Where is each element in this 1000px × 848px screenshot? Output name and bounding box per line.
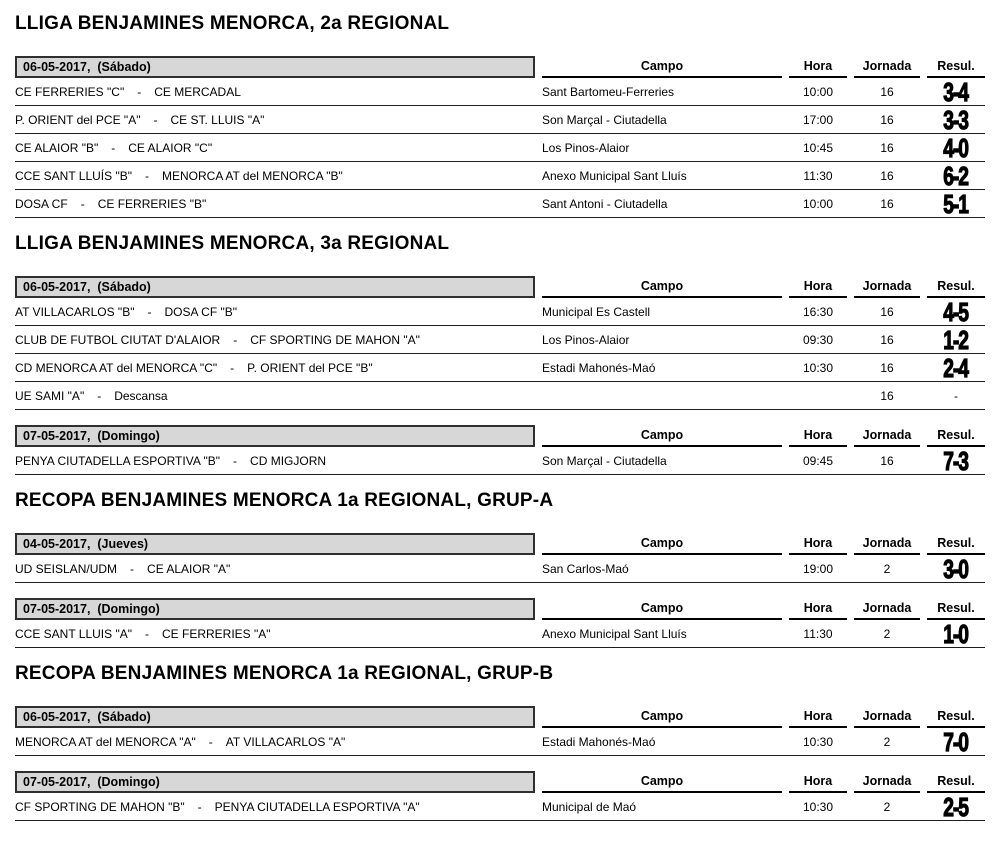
score-value: 4-5 xyxy=(943,296,969,327)
score-value: 4-0 xyxy=(943,132,969,163)
hora-cell: 17:00 xyxy=(802,112,834,127)
vs-separator: - xyxy=(80,196,85,211)
section-lliga-3a-regional xyxy=(15,233,985,475)
match-table xyxy=(15,425,985,475)
section-recopa-grup-a xyxy=(15,490,985,648)
match-table xyxy=(15,771,985,821)
away-team: CE ST. LLUIS "A" xyxy=(170,112,265,127)
date-label: 07-05-2017, (Domingo) xyxy=(23,775,160,789)
result-cell xyxy=(927,445,985,476)
home-team: CCE SANT LLUIS "A" xyxy=(15,626,132,641)
result-cell xyxy=(927,132,985,163)
match-teams xyxy=(15,305,535,319)
away-team: PENYA CIUTADELLA ESPORTIVA "A" xyxy=(214,799,420,814)
match-teams xyxy=(15,800,535,814)
table-header-row xyxy=(15,276,985,298)
campo-cell: Estadi Mahonés-Maó xyxy=(542,734,656,749)
jornada-cell: 16 xyxy=(880,84,894,99)
match-row xyxy=(15,447,985,475)
column-header-campo: Campo xyxy=(542,598,782,620)
vs-separator: - xyxy=(197,799,202,814)
table-header-row xyxy=(15,598,985,620)
vs-separator: - xyxy=(153,112,158,127)
column-header-jornada: Jornada xyxy=(854,706,920,728)
home-team: CF SPORTING DE MAHON "B" xyxy=(15,799,185,814)
away-team: AT VILLACARLOS "A" xyxy=(225,734,346,749)
away-team: CE FERRERIES "A" xyxy=(162,626,271,641)
score-value: 2-4 xyxy=(943,352,969,383)
hora-cell: 09:45 xyxy=(802,453,834,468)
result-cell xyxy=(927,389,985,403)
column-header-hora: Hora xyxy=(789,771,847,793)
home-team: AT VILLACARLOS "B" xyxy=(15,304,135,319)
date-label: 06-05-2017, (Sábado) xyxy=(23,280,151,294)
hora-cell: 16:30 xyxy=(802,304,834,319)
campo-cell: Municipal Es Castell xyxy=(542,304,651,319)
home-team: CE ALAIOR "B" xyxy=(15,140,99,155)
away-team: CE FERRERIES "B" xyxy=(97,196,207,211)
campo-cell: Municipal de Maó xyxy=(542,799,637,814)
result-cell xyxy=(927,324,985,355)
jornada-cell: 16 xyxy=(880,388,894,403)
column-header-resul: Resul. xyxy=(927,706,985,728)
home-team: UE SAMI "A" xyxy=(15,388,85,403)
hora-cell: 09:30 xyxy=(802,332,834,347)
vs-separator: - xyxy=(130,561,135,576)
score-value: 1-0 xyxy=(943,618,969,649)
campo-cell: Anexo Municipal Sant Lluís xyxy=(542,626,687,641)
match-row xyxy=(15,728,985,756)
table-header-row xyxy=(15,533,985,555)
match-teams xyxy=(15,735,535,749)
table-header-row xyxy=(15,771,985,793)
column-header-resul: Resul. xyxy=(927,771,985,793)
jornada-cell: 16 xyxy=(880,168,894,183)
vs-separator: - xyxy=(145,626,149,641)
away-team: DOSA CF "B" xyxy=(164,304,238,319)
match-row xyxy=(15,793,985,821)
column-header-campo: Campo xyxy=(542,533,782,555)
vs-separator: - xyxy=(145,168,149,183)
date-label: 07-05-2017, (Domingo) xyxy=(23,429,160,443)
home-team: UD SEISLAN/UDM xyxy=(15,561,118,576)
section-title: RECOPA BENJAMINES MENORCA 1a REGIONAL, GRUP-A xyxy=(15,490,554,511)
away-team: CE ALAIOR "A" xyxy=(147,561,231,576)
campo-cell: Anexo Municipal Sant Lluís xyxy=(542,168,687,183)
home-team: MENORCA AT del MENORCA "A" xyxy=(15,734,196,749)
home-team: CCE SANT LLUÍS "B" xyxy=(15,168,132,183)
jornada-cell: 16 xyxy=(880,453,894,468)
jornada-cell: 16 xyxy=(880,304,894,319)
date-header-box xyxy=(15,425,535,447)
score-value: 1-2 xyxy=(943,324,969,355)
match-row xyxy=(15,354,985,382)
campo-cell: Sant Bartomeu-Ferreries xyxy=(542,84,675,99)
away-team: CF SPORTING DE MAHON "A" xyxy=(250,332,420,347)
column-header-resul: Resul. xyxy=(927,56,985,78)
match-teams xyxy=(15,562,535,576)
match-row-descansa xyxy=(15,382,985,410)
match-teams xyxy=(15,454,535,468)
score-value: 7-3 xyxy=(943,445,969,476)
home-team: CE FERRERIES "C" xyxy=(15,84,125,99)
column-header-hora: Hora xyxy=(789,425,847,447)
away-team: CD MIGJORN xyxy=(250,453,327,468)
score-value: 3-3 xyxy=(943,104,969,135)
home-team: PENYA CIUTADELLA ESPORTIVA "B" xyxy=(15,453,221,468)
hora-cell: 11:30 xyxy=(803,626,833,641)
column-header-jornada: Jornada xyxy=(854,533,920,555)
campo-cell: Los Pinos-Alaior xyxy=(542,332,630,347)
result-cell xyxy=(927,104,985,135)
column-header-resul: Resul. xyxy=(927,598,985,620)
match-table xyxy=(15,276,985,410)
no-score-dash: - xyxy=(954,388,958,403)
table-header-row xyxy=(15,706,985,728)
campo-cell: Estadi Mahonés-Maó xyxy=(542,360,656,375)
match-table xyxy=(15,706,985,756)
campo-cell: Son Marçal - Ciutadella xyxy=(542,453,667,468)
date-header-box xyxy=(15,533,535,555)
home-team: CLUB DE FUTBOL CIUTAT D'ALAIOR xyxy=(15,332,221,347)
hora-cell: 10:30 xyxy=(802,360,834,375)
hora-cell: 19:00 xyxy=(802,561,834,576)
vs-separator: - xyxy=(97,388,102,403)
jornada-cell: 2 xyxy=(883,626,891,641)
vs-separator: - xyxy=(230,360,235,375)
date-label: 06-05-2017, (Sábado) xyxy=(23,710,151,724)
jornada-cell: 16 xyxy=(880,140,894,155)
campo-cell: Son Marçal - Ciutadella xyxy=(542,112,667,127)
column-header-campo: Campo xyxy=(542,56,782,78)
column-header-jornada: Jornada xyxy=(854,598,920,620)
match-row xyxy=(15,162,985,190)
away-team: CE ALAIOR "C" xyxy=(128,140,213,155)
away-team: CE MERCADAL xyxy=(154,84,241,99)
section-recopa-grup-b xyxy=(15,663,985,821)
result-cell xyxy=(927,352,985,383)
score-value: 2-5 xyxy=(943,791,969,822)
score-value: 5-1 xyxy=(943,188,969,219)
match-teams xyxy=(15,113,535,127)
match-row xyxy=(15,620,985,648)
match-teams xyxy=(15,85,535,99)
hora-cell: 10:00 xyxy=(802,84,834,99)
vs-separator: - xyxy=(233,453,238,468)
date-header-box xyxy=(15,706,535,728)
result-cell xyxy=(927,188,985,219)
match-teams xyxy=(15,141,535,155)
score-value: 6-2 xyxy=(943,160,969,191)
result-cell xyxy=(927,160,985,191)
away-team: Descansa xyxy=(114,388,168,403)
jornada-cell: 16 xyxy=(880,332,894,347)
home-team: P. ORIENT del PCE "A" xyxy=(15,112,141,127)
column-header-hora: Hora xyxy=(789,598,847,620)
match-teams xyxy=(15,361,535,375)
column-header-resul: Resul. xyxy=(927,533,985,555)
column-header-jornada: Jornada xyxy=(854,425,920,447)
section-title: LLIGA BENJAMINES MENORCA, 2a REGIONAL xyxy=(15,13,450,34)
jornada-cell: 2 xyxy=(883,734,891,749)
vs-separator: - xyxy=(137,84,142,99)
table-header-row xyxy=(15,425,985,447)
date-header-box xyxy=(15,276,535,298)
column-header-hora: Hora xyxy=(789,706,847,728)
hora-cell: 10:45 xyxy=(802,140,834,155)
column-header-jornada: Jornada xyxy=(854,276,920,298)
vs-separator: - xyxy=(111,140,116,155)
column-header-resul: Resul. xyxy=(927,276,985,298)
campo-cell: Los Pinos-Alaior xyxy=(542,140,630,155)
match-row xyxy=(15,298,985,326)
date-label: 07-05-2017, (Domingo) xyxy=(23,602,160,616)
match-row xyxy=(15,106,985,134)
date-label: 06-05-2017, (Sábado) xyxy=(23,60,151,74)
column-header-campo: Campo xyxy=(542,276,782,298)
section-lliga-2a-regional xyxy=(15,13,985,218)
hora-cell: 10:30 xyxy=(802,734,834,749)
match-row xyxy=(15,190,985,218)
date-label: 04-05-2017, (Jueves) xyxy=(23,537,149,551)
result-cell xyxy=(927,791,985,822)
section-title: RECOPA BENJAMINES MENORCA 1a REGIONAL, GRUP-B xyxy=(15,663,554,684)
jornada-cell: 16 xyxy=(880,112,894,127)
away-team: P. ORIENT del PCE "B" xyxy=(247,360,373,375)
column-header-resul: Resul. xyxy=(927,425,985,447)
match-table xyxy=(15,56,985,218)
jornada-cell: 2 xyxy=(883,799,891,814)
column-header-hora: Hora xyxy=(789,533,847,555)
date-header-box xyxy=(15,771,535,793)
hora-cell: 11:30 xyxy=(803,168,833,183)
hora-cell: 10:00 xyxy=(802,196,834,211)
away-team: MENORCA AT del MENORCA "B" xyxy=(162,168,343,183)
jornada-cell: 16 xyxy=(880,360,894,375)
match-row xyxy=(15,326,985,354)
column-header-hora: Hora xyxy=(789,56,847,78)
match-row xyxy=(15,78,985,106)
column-header-campo: Campo xyxy=(542,706,782,728)
match-teams xyxy=(15,627,535,641)
campo-cell: Sant Antoni - Ciutadella xyxy=(542,196,668,211)
result-cell xyxy=(927,726,985,757)
vs-separator: - xyxy=(208,734,213,749)
match-teams xyxy=(15,333,535,347)
match-row xyxy=(15,134,985,162)
hora-cell: 10:30 xyxy=(802,799,834,814)
campo-cell: San Carlos-Maó xyxy=(542,561,629,576)
home-team: DOSA CF xyxy=(15,196,68,211)
column-header-jornada: Jornada xyxy=(854,56,920,78)
jornada-cell: 16 xyxy=(880,196,894,211)
column-header-hora: Hora xyxy=(789,276,847,298)
date-header-box xyxy=(15,598,535,620)
result-cell xyxy=(927,76,985,107)
match-table xyxy=(15,598,985,648)
column-header-campo: Campo xyxy=(542,771,782,793)
vs-separator: - xyxy=(147,304,152,319)
column-header-campo: Campo xyxy=(542,425,782,447)
score-value: 3-0 xyxy=(943,553,969,584)
match-table xyxy=(15,533,985,583)
match-teams xyxy=(15,197,535,211)
score-value: 7-0 xyxy=(943,726,969,757)
match-row xyxy=(15,555,985,583)
result-cell xyxy=(927,553,985,584)
vs-separator: - xyxy=(233,332,238,347)
result-cell xyxy=(927,296,985,327)
date-header-box xyxy=(15,56,535,78)
section-title: LLIGA BENJAMINES MENORCA, 3a REGIONAL xyxy=(15,233,450,254)
jornada-cell: 2 xyxy=(883,561,891,576)
match-teams xyxy=(15,389,535,403)
result-cell xyxy=(927,618,985,649)
home-team: CD MENORCA AT del MENORCA "C" xyxy=(15,360,218,375)
table-header-row xyxy=(15,56,985,78)
column-header-jornada: Jornada xyxy=(854,771,920,793)
score-value: 3-4 xyxy=(943,76,969,107)
match-teams xyxy=(15,169,535,183)
